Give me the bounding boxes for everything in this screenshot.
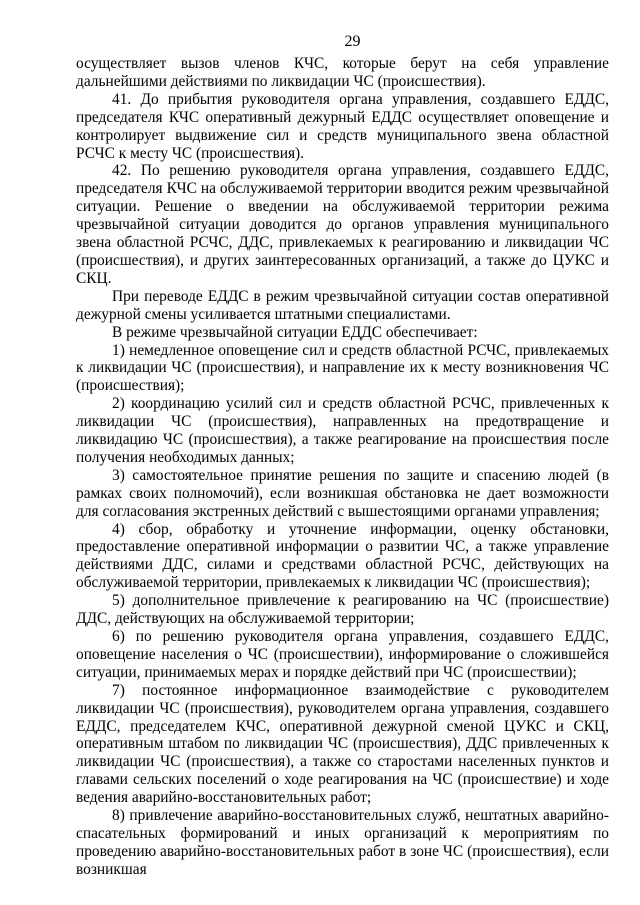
paragraph-item-42: 42. По решению руководителя органа управления, создавшего ЕДДС, председателя КЧС на обслуживаемой территории вводится режим чрезвычайной ситуации. Решение о введении на обслуживаемой территории режима чрезвычайной ситуации доводится до органов управления муниципального звена областной РСЧС, ДДС, привлекаемых к реагированию и ликвидации ЧС (происшествия), и других заинтересованных организаций, а также до ЦУКС и СКЦ. — [76, 162, 609, 287]
list-item-2: 2) координацию усилий сил и средств областной РСЧС, привлеченных к ликвидации ЧС (происшествия), направленных на предотвращение и ликвидацию ЧС (происшествия), а также реагирование на происшествия после получения необходимых данных; — [76, 395, 609, 466]
paragraph-item-41: 41. До прибытия руководителя органа управления, создавшего ЕДДС, председателя КЧС оперативный дежурный ЕДДС осуществляет оповещение и контролирует выдвижение сил и средств муниципального звена областной РСЧС к месту ЧС (происшествия). — [76, 90, 609, 162]
paragraph-staff-reinforcement: При переводе ЕДДС в режим чрезвычайной ситуации состав оперативной дежурной смены усиливается штатными специалистами. — [76, 287, 609, 323]
list-item-1: 1) немедленное оповещение сил и средств областной РСЧС, привлекаемых к ликвидации ЧС (происшествия), и направление их к месту возникновения ЧС (происшествия); — [76, 341, 609, 395]
list-item-8: 8) привлечение аварийно-восстановительных служб, нештатных аварийно-спасательных формирований и иных организаций к мероприятиям по проведению аварийно-восстановительных работ в зоне ЧС (происшествия), если возникшая — [76, 807, 609, 878]
list-item-7: 7) постоянное информационное взаимодействие с руководителем ликвидации ЧС (происшествия), руководителем органа управления, создавшего ЕДДС, председателем КЧС, оперативной дежурной сменой ЦУКС и СКЦ, оперативным штабом по ликвидации ЧС (происшествия), ДДС привлеченных к ликвидации ЧС (происшествия), а также со старостами населенных пунктов и главами сельских поселений о ходе реагирования на ЧС (происшествие) и ходе ведения аварийно-восстановительных работ; — [76, 681, 609, 807]
page-number: 29 — [344, 33, 361, 50]
list-item-4: 4) сбор, обработку и уточнение информации, оценку обстановки, предоставление оперативной информации о развитии ЧС, а также управление действиями ДДС, силами и средствами областной РСЧС, действующих на обслуживаемой территории, привлекаемых к ликвидации ЧС (происшествия); — [76, 520, 609, 592]
document-body — [76, 55, 609, 879]
list-item-5: 5) дополнительное привлечение к реагированию на ЧС (происшествие) ДДС, действующих на обслуживаемой территории; — [76, 592, 609, 628]
paragraph-emergency-mode-intro: В режиме чрезвычайной ситуации ЕДДС обеспечивает: — [112, 323, 478, 341]
list-item-6: 6) по решению руководителя органа управления, создавшего ЕДДС, оповещение населения о ЧС (происшествии), информирование о сложившейся ситуации, принимаемых мерах и порядке действий при ЧС (происшествии); — [76, 628, 609, 681]
list-item-3: 3) самостоятельное принятие решения по защите и спасению людей (в рамках своих полномочий), если возникшая обстановка не дает возможности для согласования экстренных действий с вышестоящими органами управления; — [76, 466, 609, 520]
paragraph-continuation: осуществляет вызов членов КЧС, которые берут на себя управление дальнейшими действиями по ликвидации ЧС (происшествия). — [76, 55, 609, 90]
